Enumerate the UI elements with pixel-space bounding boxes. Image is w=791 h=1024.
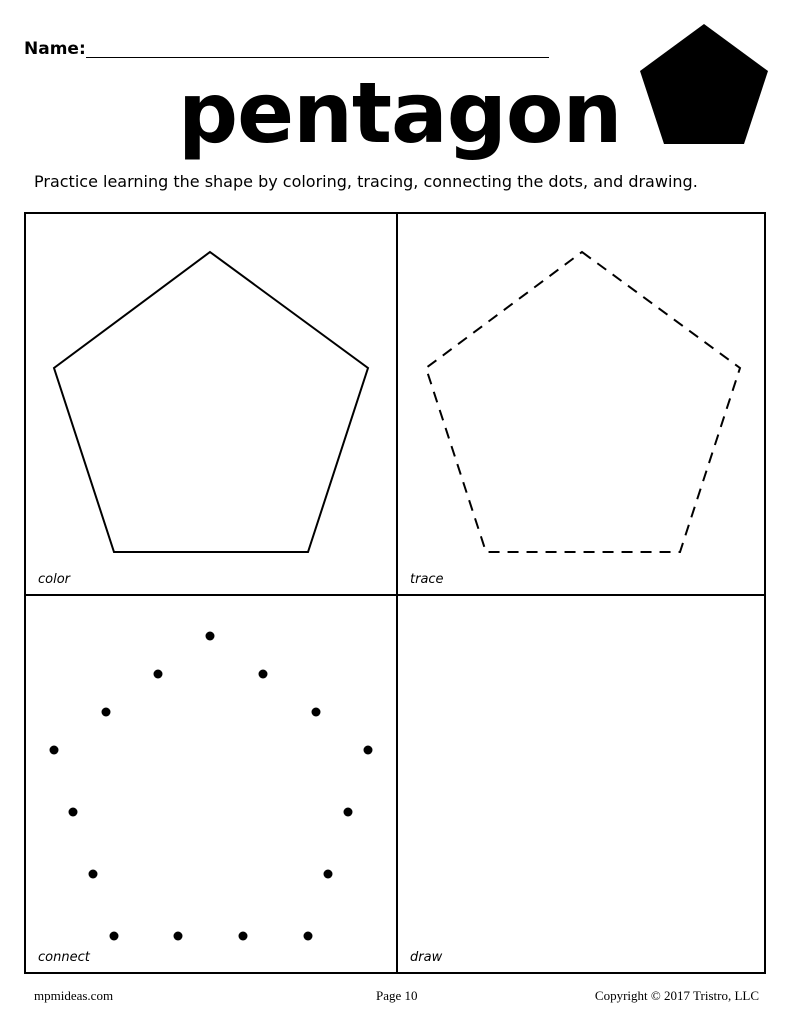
dot (154, 670, 163, 679)
trace-panel[interactable] (398, 214, 764, 594)
dot (324, 870, 333, 879)
trace-label: trace (410, 572, 444, 587)
name-label: Name: (24, 39, 86, 59)
connect-label: connect (38, 950, 90, 965)
connect-panel[interactable] (26, 596, 396, 972)
dot (102, 708, 111, 717)
dot (259, 670, 268, 679)
dot (364, 746, 373, 755)
dot (206, 632, 215, 641)
color-panel[interactable] (26, 214, 396, 594)
dot (69, 808, 78, 817)
color-label: color (38, 572, 71, 587)
dot (89, 870, 98, 879)
dot (50, 746, 59, 755)
draw-label: draw (410, 950, 443, 965)
trace-pentagon-dashed (398, 214, 764, 594)
color-pentagon-outline (26, 214, 396, 594)
dot (312, 708, 321, 717)
dot (304, 932, 313, 941)
footer-website: mpmideas.com (34, 988, 114, 1003)
instructions-text: Practice learning the shape by coloring, tracing, connecting the dots, and drawing. (34, 172, 698, 191)
activity-grid (24, 212, 766, 974)
dot (239, 932, 248, 941)
page-title: pentagon (178, 64, 622, 162)
footer-page-number: Page 10 (376, 988, 418, 1003)
dot (174, 932, 183, 941)
pentagon-icon (636, 22, 772, 146)
dot (344, 808, 353, 817)
draw-panel[interactable] (398, 596, 764, 972)
footer-copyright: Copyright © 2017 Tristro, LLC (594, 988, 759, 1003)
connect-dots (26, 596, 396, 972)
dot (110, 932, 119, 941)
